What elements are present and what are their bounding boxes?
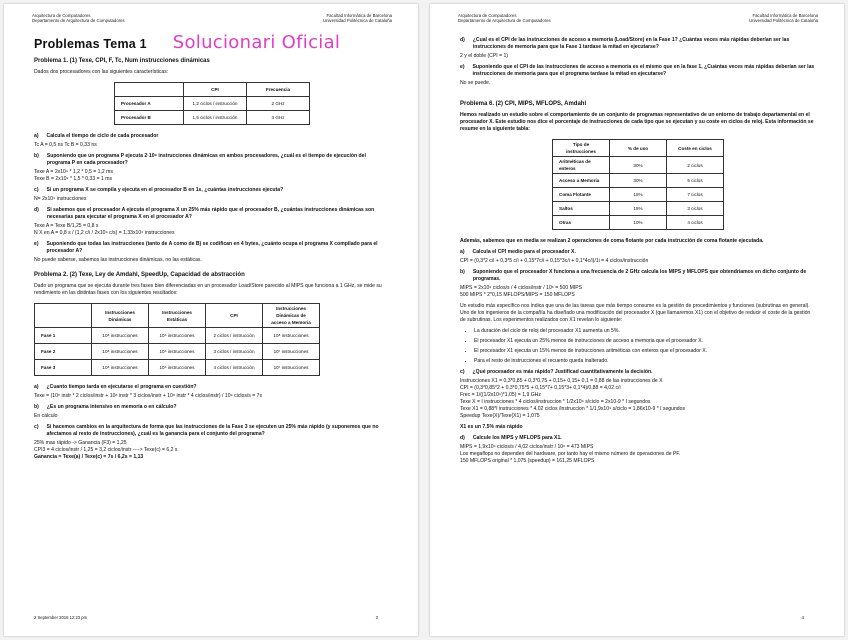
answer-1b-a: Texe A = 2x10⁹ * 1,2 * 0,5 = 1,2 ms (34, 169, 113, 175)
problem-6-intro: Hemos realizado un estudio sobre el comportamiento de un conjunto de programas representativo de un entorno de trabajo departamental en el procesador X. Este estudio nos dice el porcentaje de instrucciones de cada tipo que se ejecutan y su coste en ciclos de reloj. Esta información se resume en la siguiente tabla: (460, 112, 814, 132)
answer-6c-line: CPI = (0,3*0,85*2 + 0,3*0,75*5 + 0,15*7+ 0,15*3+ 0,1*4)/0,88 = 4,02 c/i (460, 385, 621, 391)
question-2e: e) Suponiendo que el CPI de las instrucciones de acceso a memoria es el mismo que en la fase 1, ¿Cuántas veces más rápidas deberían ser las instrucciones de memoria para que el programa tardase la mitad en ejecutarse? (460, 64, 815, 77)
page-header (4, 4, 418, 23)
question-6b: b) Suponiendo que el procesador X funciona a una frecuencia de 2 GHz calcula los MIPS y MFLOPS que obtendríamos en dicho conjunto de programas. (460, 269, 807, 282)
table-row: Procesador A 1,2 ciclos / instrucción 2 GHz (115, 97, 310, 111)
answer-2b: En cálculo (34, 413, 58, 419)
processor-table (114, 82, 310, 125)
answer-2d: 2 y el doble (CPI = 1) (460, 53, 508, 59)
problem-1-heading: Problema 1. (1) Texe, CPI, F, Tc, Num instrucciones dinámicas (34, 58, 210, 64)
list-item: • El procesador X1 ejecuta un 25% menos de instrucciones de acceso a memoria que el procesador X. (474, 338, 816, 345)
list-item: • El procesador X1 ejecuta un 15% menos de instrucciones aritméticas con enteros que el procesador X. (474, 348, 816, 355)
question-1c: c) Si un programa X se compila y ejecuta en el procesador B en 1s, ¿cuántas instrucciones ejecuta? (34, 187, 284, 193)
question-1d: d) Si sabemos que el procesador A ejecuta el programa X un 25% más rápido que el procesador B, ¿cuántas instrucciones dinámicas son necesarias para ejecutar el programa X en el procesador A? (34, 207, 375, 220)
header-university: Universidad Politécnica de Cataluña (322, 18, 392, 23)
official-solution-stamp: Solucionari Oficial (172, 32, 341, 53)
answer-1e: No puede saberse, sabemos las instrucciones dinámicas, no las estáticas. (34, 257, 202, 263)
header-department: Departamento de Arquitectura de Computadores (458, 18, 551, 23)
question-1b: b) Suponiendo que un programa P ejecuta 2·10⁹ instrucciones dinámicas en ambos procesadores, ¿cuál es el tiempo de ejecución del programa P en cada procesador? (34, 153, 366, 166)
page-3 (4, 4, 418, 636)
table-row: Fase 2 10⁸ instrucciones 10⁶ instrucciones 3 ciclos / instrucción 10⁷ instrucciones (35, 344, 320, 360)
answer-6d-line: 150 MFLOPS original * 1,075 (speedup) = 161,25 MFLOPS (460, 458, 595, 464)
page-number: 3 (375, 615, 378, 620)
answer-2c-b: CPI3 = 4 ciclos/instr / 1,25 = 3,2 ciclos/instr ----> Texe(c) = 6,2 s (34, 447, 178, 453)
table-row: Saltos 15% 3 ciclos (553, 202, 724, 216)
problem-2-intro: Dado un programa que se ejecuta durante tres fases bien diferenciadas en un procesador Load/Store parecido al MIPS que funciona a 1 GHz, se mide su rendimiento en las distintas fases con los siguientes resultados: (34, 283, 382, 296)
table-row: Fase 1 10⁸ instrucciones 10⁶ instrucciones 2 ciclos / instrucción 10⁸ instrucciones (35, 328, 320, 344)
header-faculty: Facultad Informática de Barcelona (326, 13, 392, 18)
answer-6d-line: Los megaflops no dependen del hardware, por tanto hay el mismo número de operaciones de PF. (460, 451, 681, 457)
question-6c: c) ¿Qué procesador es más rápido? Justificad cuantitativamente la decisión. (460, 369, 653, 375)
page-footer-date: 2 September 2016 12:23 pm (34, 615, 88, 620)
header-department: Departamento de Arquitectura de Computadores (32, 18, 125, 23)
phases-table: Instrucciones Dinámicas Instrucciones Estáticas CPI Instrucciones Dinámicas de acceso a Memoria Fase 1 10⁸ instrucciones 10⁶ instrucciones 2 ciclos / instrucción 10⁸ instrucciones Fase 2 10⁸ instrucciones 10⁶ instrucciones 3 ciclos / instrucción 10⁷ instrucciones Fase 3 10⁸ instrucciones 10⁶ instrucciones 4 ciclos / instrucción 10⁷ instrucciones (34, 303, 320, 376)
answer-1d-a: Texe A = Texe B/1,25 = 0,8 s (34, 223, 99, 229)
answer-6c-line: Texe X1 = 0,88*I instrucciones * 4,02 ciclos /instruccion * 1/1,9x10⁹ s/ciclo = 1,86x10-9 * I segundos (460, 406, 686, 412)
problem-1-intro: Dados dos procesadores con las siguientes características: (34, 69, 169, 75)
header-course: Arquitectura de Computadores (458, 13, 517, 18)
answer-1a: Tc A = 0,5 ns Tc B = 0,33 ns (34, 142, 97, 148)
answer-6b-a: MIPS = 2x10⁹ ciclos/s / 4 ciclos/instr / 10⁶ = 500 MIPS (460, 285, 583, 291)
table-row: Fase 3 10⁸ instrucciones 10⁶ instrucciones 4 ciclos / instrucción 10⁷ instrucciones (35, 360, 320, 376)
answer-2e: No se puede. (460, 80, 491, 86)
answer-6a: CPI = (0,3*2 c/i + 0,3*5 c/i + 0,15*7c/i + 0,15*3c/i + 0,1*4c/i)/1i = 4 ciclos/instrucción (460, 258, 649, 264)
header-course: Arquitectura de Computadores (32, 13, 91, 18)
answer-6d-line: MIPS = 1,9x10⁹ ciclos/s / 4,02 ciclos/instr / 10⁶ = 473 MIPS (460, 444, 594, 450)
table-header: CPI (184, 83, 247, 97)
answer-1d-b: N X en A = 0,8 s / (1,2 c/i / 2x10⁹ c/s) = 1,33x10⁹ instrucciones (34, 230, 175, 236)
table-header (115, 83, 184, 97)
answer-1b-b: Texe B = 2x10⁹ * 1,5 * 0,33 = 1 ms (34, 176, 113, 182)
question-6a: a) Calcula el CPI medio para el procesador X. (460, 249, 576, 255)
results-list (474, 328, 816, 365)
table-row: Procesador B 1,5 ciclos / instrucción 3 GHz (115, 111, 310, 125)
question-2c: c) Si hacemos cambios en la arquitectura de forma que las instrucciones de la Fase 3 se ejecuten un 25% más rápido (y suponemos que no afectamos al resto de instrucciones), ¿cuál es la ganancia para el conjunto del programa? (34, 424, 379, 437)
question-2d: d) ¿Cual es el CPI de las instrucciones de acceso a memoria (Load/Store) en la Fase 1? ¿Cuántas veces más rápidas deberían ser las instrucciones de memoria para que la Fase 1 tardase la mitad en ejecutarse? (460, 37, 790, 50)
answer-2c-a: 25% mas rápido -> Ganancia (F3) = 1,25 (34, 440, 127, 446)
header-faculty: Facultad Informática de Barcelona (752, 13, 818, 18)
question-1e: e) Suponiendo que todas las instrucciones (tanto de A como de B) se codifican en 4 bytes, ¿cuánto ocupa el programa X compilado para el procesador A? (34, 241, 378, 254)
question-2b: b) ¿Es un programa intensivo en memoria o en cálculo? (34, 404, 177, 410)
page-number: 4 (801, 615, 804, 620)
problem-2-heading: Problema 2. (2) Texe, Ley de Amdahl, SpeedUp, Capacidad de abstracción (34, 272, 245, 278)
list-item: • Para el resto de instrucciones el recuento queda inalterado. (474, 358, 816, 365)
instruction-mix-table: Tipo de instrucciones % de uso Coste en ciclos Aritméticas de enteros 30% 2 ciclos Acceso a Memoria 30% 5 ciclos Coma Flotante 15% 7 ciclos Saltos 15% 3 ciclos Otras 10% 4 ciclos (552, 139, 724, 230)
answer-6c-line: Texe X = I instrucciones * 4 ciclos/instruccion * 1/2x10⁹ s/ciclo = 2x10-9 * I segundos (460, 399, 651, 405)
question-1a: a) Calcula el tiempo de ciclo de cada procesador (34, 133, 159, 139)
table-row: Acceso a Memoria 30% 5 ciclos (553, 174, 724, 188)
document-title: Problemas Tema 1 (34, 37, 147, 51)
table-row: Otras 10% 4 ciclos (553, 216, 724, 230)
table-header: Frecuencia (247, 83, 310, 97)
page-4 (430, 4, 844, 636)
answer-6c-conclusion: X1 es un 7,5% más rápido (460, 424, 523, 430)
answer-2c-c: Ganancia = Texe(a) / Texe(c) = 7s / 6,2s = 1,13 (34, 454, 144, 460)
answer-2a: Texe = (10⁸ instr * 2 ciclos/instr + 10⁸ instr * 3 ciclos/instr + 10⁸ instr * 4 ciclos/instr) / 10⁹ ciclos/s = 7s (34, 393, 263, 399)
question-6d: d) Calcule los MIPS y MFLOPS para X1. (460, 435, 562, 441)
table-row: Aritméticas de enteros 30% 2 ciclos (553, 157, 724, 174)
answer-6c-line: Instrucciones X1 = 0,3*0,85 + 0,3*0,75 + 0,15+ 0,15+ 0,1 = 0,88 de las instrucciones de X (460, 378, 663, 384)
header-university: Universidad Politécnica de Cataluña (748, 18, 818, 23)
answer-1c: N= 2x10⁹ instrucciones (34, 196, 87, 202)
answer-6b-b: 500 MIPS * 2*0,15 MFLOPS/MIPS = 150 MFLOPS (460, 292, 575, 298)
answer-6c-line: Speedup Texe(X)/Texe(X1) = 1,075 (460, 413, 540, 419)
page-header (430, 4, 844, 23)
question-2a: a) ¿Cuanto tiempo tarda en ejecutarse el programa en cuestión? (34, 384, 197, 390)
study-paragraph: Un estudio más específico nos indica que una de las tareas que más tiempo consume es la gestión de procedimientos y funciones (subrutinas en general). Uno de los ingenieros de la compañía ha diseñado una modificación del procesador X (que llamaremos X1) con el objetivo de reducir el coste de la gestión de subrutinas. Los experimentos realizados con X1 revelan lo siguiente: (460, 303, 811, 323)
answer-6c-line: Frec = 1/((1/2x10⁹)*1,05) = 1,9 GHz (460, 392, 541, 398)
problem-6-extra: Además, sabemos que en media se realizan 2 operaciones de coma flotante por cada instrucción de coma flotante ejecutada. (460, 238, 764, 244)
list-item: • La duración del ciclo de reloj del procesador X1 aumenta un 5%. (474, 328, 816, 335)
problem-6-heading: Problema 6. (2) CPI, MIPS, MFLOPS, Amdahl (460, 101, 587, 107)
table-row: Coma Flotante 15% 7 ciclos (553, 188, 724, 202)
